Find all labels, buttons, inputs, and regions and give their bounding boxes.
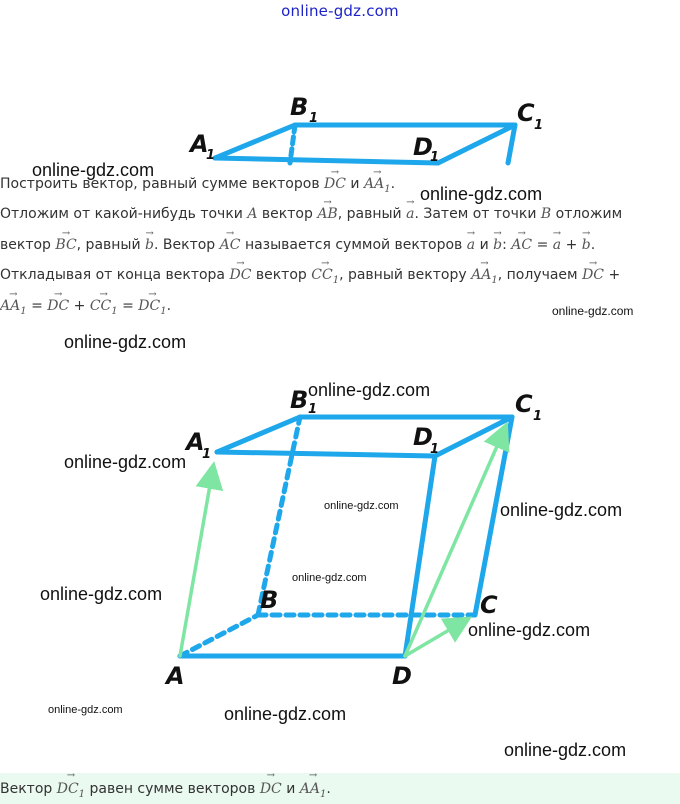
vector-bc: → BC: [55, 236, 76, 254]
vector-aa1: → $AA_1$: [364, 175, 391, 199]
vector-aa1-arrow: [180, 468, 213, 656]
label-d1-sub: 1: [430, 150, 440, 165]
label-b1-letter: B: [290, 93, 309, 121]
watermark: online-gdz.com: [552, 304, 634, 318]
edge-a-b-dashed: [180, 615, 258, 656]
edge-a1-d1: [215, 158, 438, 163]
paragraph-4: Откладывая от конца вектора → DC вектор → $CC_1$, равный вектору → $AA_1$, получаем → DC +: [0, 266, 620, 290]
paragraph-3: вектор → BC, равный → b. Вектор → AC называется суммой векторов → a и → b: → AC = → a + → b.: [0, 236, 595, 254]
watermark: online-gdz.com: [48, 704, 123, 716]
label-b1-letter: B: [290, 386, 309, 414]
vector-dc: → DC: [324, 175, 346, 193]
paragraph-2: Отложим от какой-нибудь точки A вектор → AB, равный → a. Затем от точки B отложим: [0, 205, 622, 223]
watermark: online-gdz.com: [504, 740, 627, 760]
watermark: online-gdz.com: [32, 160, 155, 180]
label-c1-letter: C: [517, 99, 535, 127]
label-c1-letter: C: [515, 390, 533, 418]
label-c1-sub: 1: [534, 118, 544, 133]
answer-text: Вектор → $DC_1$ равен сумме векторов → DC $и \to AA_1$.: [0, 781, 331, 800]
watermark: online-gdz.com: [324, 500, 399, 512]
label-d1-letter: D: [413, 133, 433, 161]
edge-a1-b1: [217, 417, 300, 452]
vector-b: → b: [145, 236, 154, 254]
watermark: online-gdz.com: [224, 704, 347, 724]
vector-dc1: → $DC_1$: [57, 781, 85, 800]
site-header-link[interactable]: online-gdz.com: [281, 2, 399, 20]
label-a1-letter: A: [190, 130, 209, 158]
label-b1-sub: 1: [308, 402, 318, 417]
watermark: online-gdz.com: [500, 500, 623, 520]
vector-a: → a: [406, 205, 414, 223]
edge-a1-d1: [217, 452, 435, 456]
parallelepiped-figure: [0, 370, 680, 700]
label-c: C: [480, 591, 498, 619]
paragraph-1: Построить вектор, равный сумме векторов → DC $и \to AA_1$.: [0, 175, 395, 199]
watermark: online-gdz.com: [292, 572, 367, 584]
edge-d1-c1: [438, 125, 515, 163]
label-b: B: [260, 586, 279, 614]
vector-ac: → AC: [220, 236, 241, 254]
watermark: online-gdz.com: [64, 452, 187, 472]
label-d1-letter: D: [413, 423, 433, 451]
vector-dc1: → $DC_1$: [138, 297, 166, 321]
label-d1-sub: 1: [430, 442, 440, 457]
vector-cc1: → $CC_1$: [311, 266, 339, 290]
label-a1-sub: 1: [206, 148, 216, 163]
label-a1-letter: A: [186, 428, 205, 456]
watermark: online-gdz.com: [40, 584, 163, 604]
vector-ab: → AB: [317, 205, 337, 223]
label-a1-sub: 1: [202, 447, 212, 462]
watermark: online-gdz.com: [308, 380, 431, 400]
watermark: online-gdz.com: [64, 332, 187, 352]
paragraph-5: → $AA_1$ = → DC + → $CC_1$ = → $DC_1$.: [0, 297, 171, 321]
edge-a1-b1: [215, 125, 295, 158]
watermark: online-gdz.com: [468, 620, 591, 640]
label-b1-sub: 1: [309, 111, 319, 126]
watermark: online-gdz.com: [420, 184, 543, 204]
label-d: D: [392, 662, 412, 690]
label-c1-sub: 1: [533, 409, 543, 424]
label-a: A: [166, 662, 185, 690]
